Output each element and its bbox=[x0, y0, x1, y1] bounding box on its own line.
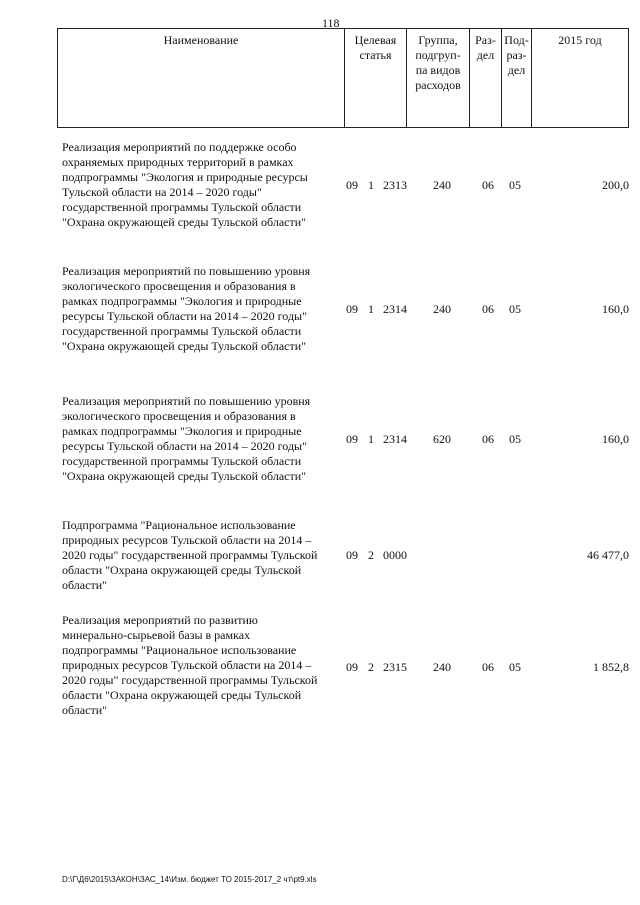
row-name-line: государственной программы Тульской области bbox=[62, 324, 302, 338]
row-target-code: 0000 bbox=[383, 548, 407, 562]
row-group: 240 bbox=[433, 660, 451, 674]
header-target-article-line: Целевая bbox=[354, 33, 397, 47]
row-name-line: рамках подпрограммы "Экология и природные bbox=[62, 424, 302, 438]
row-target-program: 09 bbox=[346, 178, 358, 192]
row-target-code: 2313 bbox=[383, 178, 407, 192]
header-subsection-line: раз- bbox=[506, 48, 527, 62]
row-section: 06 bbox=[482, 660, 494, 674]
row-subsection: 05 bbox=[509, 178, 521, 192]
header-name-label: Наименование bbox=[163, 33, 239, 47]
row-target-subprogram: 1 bbox=[368, 432, 374, 446]
row-target-program: 09 bbox=[346, 302, 358, 316]
row-amount: 160,0 bbox=[602, 432, 629, 446]
row-target-program: 09 bbox=[346, 660, 358, 674]
row-name-line: Реализация мероприятий по повышению уровня bbox=[62, 394, 311, 408]
row-section: 06 bbox=[482, 432, 494, 446]
header-group-line: Группа, bbox=[418, 33, 458, 47]
row-subsection: 05 bbox=[509, 302, 521, 316]
row-target-subprogram: 1 bbox=[368, 178, 374, 192]
header-subsection bbox=[502, 29, 532, 127]
row-name-line: ресурсы Тульской области на 2014 – 2020 годы" bbox=[62, 309, 308, 323]
row-name-line: природных ресурсов Тульской области на 2014 – bbox=[62, 533, 312, 547]
header-year-label: 2015 год bbox=[558, 33, 602, 47]
header-year bbox=[532, 29, 628, 127]
row-target-program: 09 bbox=[346, 432, 358, 446]
row-target-code: 2314 bbox=[383, 302, 407, 316]
row-amount: 160,0 bbox=[602, 302, 629, 316]
row-section: 06 bbox=[482, 178, 494, 192]
row-amount: 1 852,8 bbox=[593, 660, 629, 674]
row-name-line: государственной программы Тульской области bbox=[62, 200, 302, 214]
row-name-line: области "Охрана окружающей среды Тульской bbox=[62, 563, 302, 577]
row-name bbox=[62, 140, 344, 230]
header-section-line: Раз- bbox=[475, 33, 496, 47]
page-number: 118 bbox=[322, 16, 340, 30]
row-name-line: подпрограммы "Рациональное использование bbox=[62, 643, 297, 657]
row-amount: 200,0 bbox=[602, 178, 629, 192]
row-name-line: Реализация мероприятий по повышению уровня bbox=[62, 264, 311, 278]
row-subsection: 05 bbox=[509, 660, 521, 674]
table-row bbox=[57, 518, 629, 596]
row-name-line: рамках подпрограммы "Экология и природные bbox=[62, 294, 302, 308]
row-name bbox=[62, 264, 344, 354]
row-name bbox=[62, 613, 344, 718]
row-name-line: экологического просвещения и образования в bbox=[62, 279, 296, 293]
header-group-line: подгруп- bbox=[415, 48, 461, 62]
row-name-line: минерально-сырьевой базы в рамках bbox=[62, 628, 251, 642]
header-group bbox=[407, 29, 470, 127]
table-row bbox=[57, 264, 629, 356]
table-row bbox=[57, 140, 629, 232]
header-target-article bbox=[345, 29, 407, 127]
row-target-subprogram: 2 bbox=[368, 548, 374, 562]
row-name-line: государственной программы Тульской области bbox=[62, 454, 302, 468]
header-group-line: па видов bbox=[415, 63, 461, 77]
table-row bbox=[57, 394, 629, 486]
row-subsection: 05 bbox=[509, 432, 521, 446]
row-section: 06 bbox=[482, 302, 494, 316]
row-name-line: 2020 годы" государственной программы Тульской bbox=[62, 673, 318, 687]
row-target-subprogram: 1 bbox=[368, 302, 374, 316]
row-name-line: подпрограммы "Экология и природные ресурсы bbox=[62, 170, 308, 184]
row-name-line: области "Охрана окружающей среды Тульской bbox=[62, 688, 302, 702]
row-name-line: области" bbox=[62, 703, 108, 717]
header-subsection-line: дел bbox=[507, 63, 526, 77]
header-target-article-line: статья bbox=[359, 48, 392, 62]
row-target-code: 2315 bbox=[383, 660, 407, 674]
row-name-line: Реализация мероприятий по поддержке особо bbox=[62, 140, 297, 154]
row-name-line: Тульской области на 2014 – 2020 годы" bbox=[62, 185, 262, 199]
header-name bbox=[58, 29, 345, 127]
row-amount: 46 477,0 bbox=[587, 548, 629, 562]
row-group: 240 bbox=[433, 178, 451, 192]
row-name-line: охраняемых природных территорий в рамках bbox=[62, 155, 294, 169]
file-path-footer: D:\Г\Д6\2015\ЗАКОН\ЗАС_14\Изм. бюджет ТО 2015-2017_2 чт\рt9.xls bbox=[62, 875, 317, 884]
row-target-code: 2314 bbox=[383, 432, 407, 446]
row-name-line: Реализация мероприятий по развитию bbox=[62, 613, 258, 627]
header-section-line: дел bbox=[476, 48, 495, 62]
row-target-subprogram: 2 bbox=[368, 660, 374, 674]
row-name-line: "Охрана окружающей среды Тульской области" bbox=[62, 469, 307, 483]
row-target-program: 09 bbox=[346, 548, 358, 562]
row-name bbox=[62, 518, 344, 593]
row-name-line: 2020 годы" государственной программы Тульской bbox=[62, 548, 318, 562]
row-name bbox=[62, 394, 344, 484]
row-name-line: "Охрана окружающей среды Тульской области" bbox=[62, 339, 307, 353]
row-name-line: экологического просвещения и образования в bbox=[62, 409, 296, 423]
table-header bbox=[57, 28, 629, 128]
row-name-line: области" bbox=[62, 578, 108, 592]
header-subsection-line: Под- bbox=[504, 33, 529, 47]
row-name-line: ресурсы Тульской области на 2014 – 2020 годы" bbox=[62, 439, 308, 453]
table-row bbox=[57, 613, 629, 721]
row-name-line: природных ресурсов Тульской области на 2014 – bbox=[62, 658, 312, 672]
header-group-line: расходов bbox=[415, 78, 461, 92]
row-group: 620 bbox=[433, 432, 451, 446]
row-name-line: "Охрана окружающей среды Тульской области" bbox=[62, 215, 307, 229]
row-name-line: Подпрограмма "Рациональное использование bbox=[62, 518, 296, 532]
header-section bbox=[470, 29, 502, 127]
row-group: 240 bbox=[433, 302, 451, 316]
